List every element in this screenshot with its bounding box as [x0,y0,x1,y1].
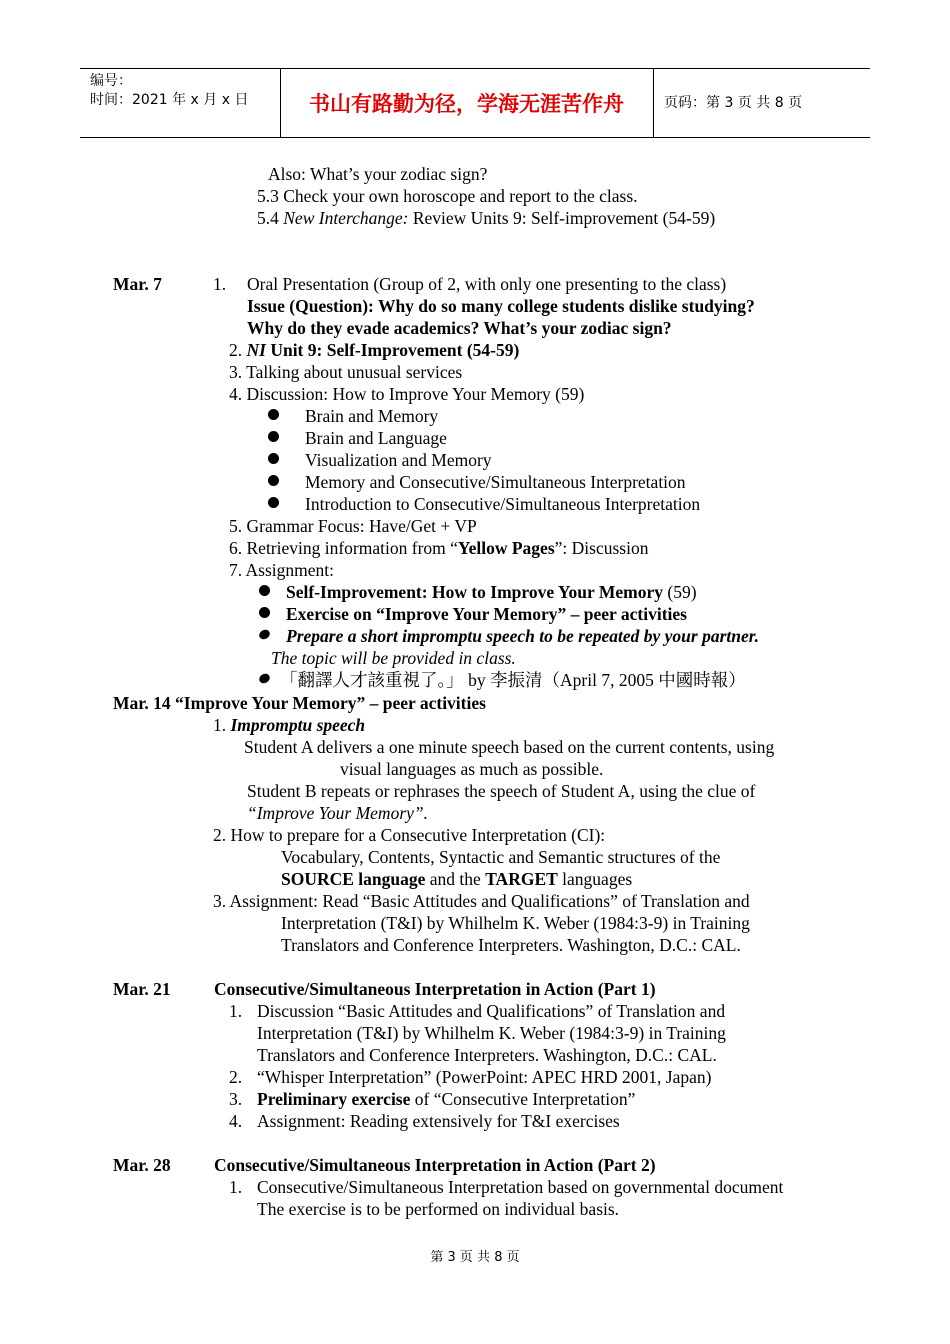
mar7-assign-3-cont: The topic will be provided in class. [271,648,516,668]
mar14-item2: 2. How to prepare for a Consecutive Interpretation (CI): [213,825,606,845]
bullet-icon [257,672,271,685]
mar7-item4: 4. Discussion: How to Improve Your Memory (59) [229,384,585,404]
header-motto-cell [280,69,654,137]
mar7-item6: 6. Retrieving information from “Yellow Pages”: Discussion [229,538,649,558]
mar21-item1-l3: Translators and Conference Interpreters. Washington, D.C.: CAL. [257,1045,717,1065]
bullet-icon [259,607,270,618]
mar21-item2-num: 2. [229,1067,243,1087]
mar7-assign-4: 「翻譯人才該重視了。」 by 李振清（April 7, 2005 中國時報） [280,670,746,691]
mar14-item1-a2: visual languages as much as possible. [340,759,604,779]
mar21-title: Consecutive/Simultaneous Interpretation in Action (Part 1) [214,979,656,999]
number-label: 编号： [90,73,132,89]
mar14-heading: Mar. 14 “Improve Your Memory” – peer activities [113,693,486,713]
mar28-item1-l1: Consecutive/Simultaneous Interpretation based on governmental document [257,1177,784,1197]
mar14-item3-l2: Interpretation (T&I) by Whilhelm K. Weber (1984:3-9) in Training [281,913,750,933]
mar7-issue-line-1: Issue (Question): Why do so many college students dislike studying? [247,296,755,316]
page-header [80,68,870,138]
mar7-bullet-1: Brain and Memory [305,406,439,426]
mar21-item1-l2: Interpretation (T&I) by Whilhelm K. Weber (1984:3-9) in Training [257,1023,726,1043]
mar7-item2: 2. NI Unit 9: Self-Improvement (54-59) [229,340,520,360]
mar21-item1-l1: Discussion “Basic Attitudes and Qualifications” of Translation and [257,1001,726,1021]
bullet-icon [257,628,271,641]
header-meta-cell [80,69,281,137]
mar14-item3-l1: 3. Assignment: Read “Basic Attitudes and Qualifications” of Translation and [213,891,750,911]
mar7-item7: 7. Assignment: [229,560,335,580]
mar7-assign-1: Self-Improvement: How to Improve Your Memory (59) [286,582,697,602]
motto: 书山有路勤为径，学海无涯苦作舟 [309,92,624,116]
page-footer: 第 3 页 共 8 页 [430,1250,520,1265]
mar14-item2-l1: Vocabulary, Contents, Syntactic and Semantic structures of the [281,847,721,867]
mar7-assign-3: Prepare a short impromptu speech to be repeated by your partner. [286,626,759,646]
mar21-item3: Preliminary exercise of “Consecutive Interpretation” [257,1089,636,1109]
mar28-item1-l2: The exercise is to be performed on individual basis. [257,1199,620,1219]
bullet-icon [268,431,279,442]
mar7-bullet-3: Visualization and Memory [305,450,492,470]
intro-line-3: 5.4 New Interchange: Review Units 9: Self-improvement (54-59) [257,208,716,228]
mar7-date: Mar. 7 [113,274,162,294]
mar14-item1: 1. Impromptu speech [213,715,366,735]
page-label: 页码：第 3 页 共 8 页 [664,95,803,111]
mar28-date: Mar. 28 [113,1155,171,1175]
mar14-item1-b2: “Improve Your Memory”. [247,803,428,823]
intro-line-1: Also: What’s your zodiac sign? [268,164,488,184]
mar14-item3-l3: Translators and Conference Interpreters. Washington, D.C.: CAL. [281,935,741,955]
mar7-issue-line-2: Why do they evade academics? What’s your zodiac sign? [247,318,672,338]
mar7-bullet-5: Introduction to Consecutive/Simultaneous Interpretation [305,494,701,514]
mar7-bullet-4: Memory and Consecutive/Simultaneous Interpretation [305,472,686,492]
mar14-item1-a1: Student A delivers a one minute speech based on the current contents, using [244,737,775,757]
header-page-cell [654,69,870,137]
mar21-item4-num: 4. [229,1111,243,1131]
bullet-icon [259,585,270,596]
mar21-item1-num: 1. [229,1001,243,1021]
mar14-item2-l2: SOURCE language and the TARGET languages [281,869,633,889]
mar21-item3-num: 3. [229,1089,243,1109]
mar21-item4: Assignment: Reading extensively for T&I exercises [257,1111,620,1131]
mar7-bullet-2: Brain and Language [305,428,447,448]
mar7-assign-2: Exercise on “Improve Your Memory” – peer activities [286,604,687,624]
mar28-title: Consecutive/Simultaneous Interpretation in Action (Part 2) [214,1155,656,1175]
mar7-item5: 5. Grammar Focus: Have/Get + VP [229,516,477,536]
bullet-icon [268,409,279,420]
mar14-item1-b1: Student B repeats or rephrases the speech of Student A, using the clue of [247,781,756,801]
bullet-icon [268,475,279,486]
mar21-item2: “Whisper Interpretation” (PowerPoint: APEC HRD 2001, Japan) [257,1067,712,1087]
bullet-icon [268,453,279,464]
mar21-date: Mar. 21 [113,979,171,999]
intro-line-2: 5.3 Check your own horoscope and report to the class. [257,186,638,206]
date-label: 时间：2021 年 x 月 x 日 [90,92,249,108]
mar7-item1: Oral Presentation (Group of 2, with only one presenting to the class) [247,274,727,294]
mar7-item3: 3. Talking about unusual services [229,362,463,382]
mar28-item1-num: 1. [229,1177,243,1197]
bullet-icon [268,497,279,508]
mar7-item1-num: 1. [213,274,227,294]
